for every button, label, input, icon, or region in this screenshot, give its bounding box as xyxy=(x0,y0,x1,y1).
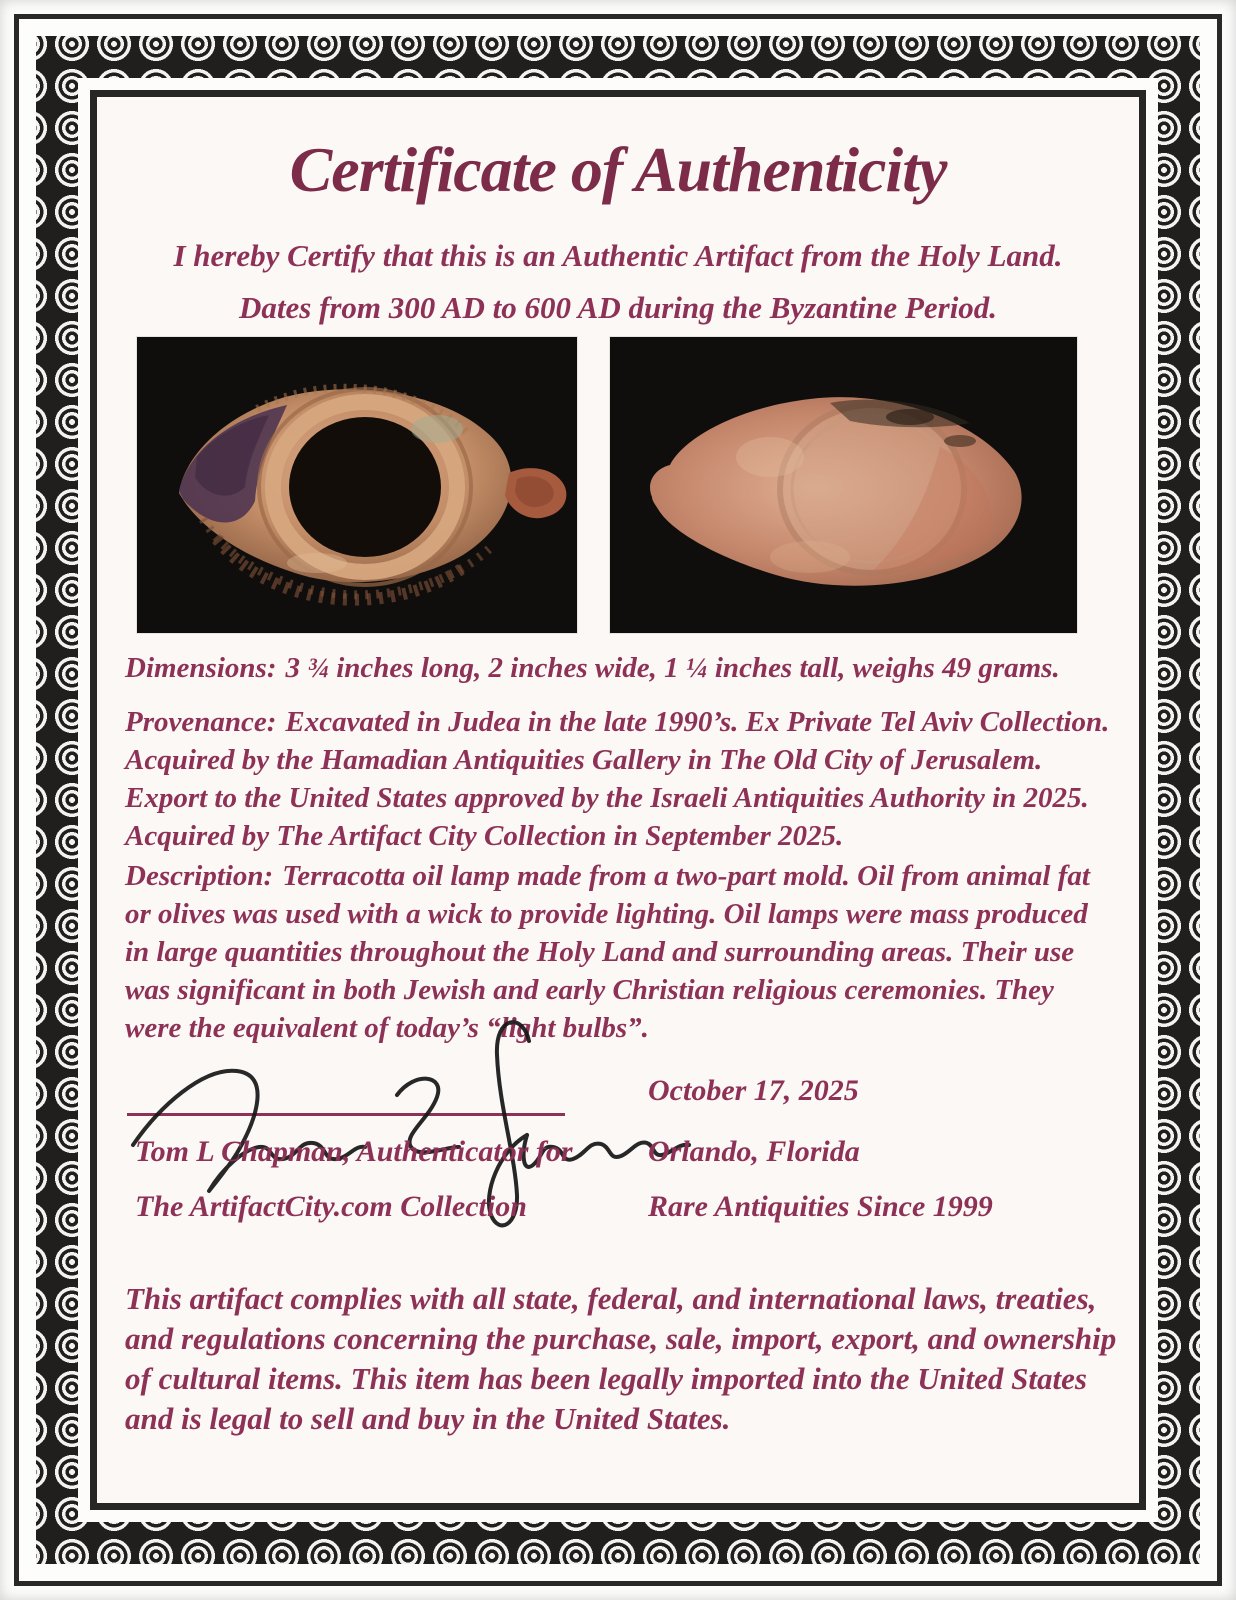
authenticity-statement: I hereby Certify that this is an Authentic Artifact from the Holy Land. xyxy=(173,238,1063,273)
legal-compliance-paragraph: This artifact complies with all state, federal, and international laws, treaties, and regulations concerning the purchase, sale, import, export, and ownership of cultural items. This item has been legally imported into the United States and is legal to sell and buy in the United States. xyxy=(125,1281,1117,1436)
provenance-text: Excavated in Judea in the late 1990’s. Ex Private Tel Aviv Collection. Acquired by the Hamadian Antiquities Gallery in The Old City of Jerusalem. Export to the United States approved by the Israeli Antiquities Authority in 2025. Acquired by The Artifact City Collection in September 2025. xyxy=(125,706,1110,852)
artifact-photos xyxy=(137,337,1077,633)
company-tagline: Rare Antiquities Since 1999 xyxy=(648,1190,993,1223)
oil-lamp-top-view-photo xyxy=(137,337,577,633)
dimensions-paragraph xyxy=(125,649,1125,687)
oil-lamp-bottom-view-photo xyxy=(610,337,1077,633)
provenance-label: Provenance: xyxy=(125,706,277,738)
dating-statement: Dates from 300 AD to 600 AD during the Byzantine Period. xyxy=(238,290,998,325)
description-label: Description: xyxy=(125,860,274,892)
dimensions-text: 3 ¾ inches long, 2 inches wide, 1 ¼ inches tall, weighs 49 grams. xyxy=(285,652,1060,684)
certificate-title: Certificate of Authenticity xyxy=(289,134,947,205)
certificate-date: October 17, 2025 xyxy=(648,1074,859,1107)
authenticator-name: Tom L Chapman, Authenticator for xyxy=(135,1135,573,1168)
oil-lamp-top-view-image xyxy=(137,337,577,633)
dimensions-label: Dimensions: xyxy=(125,652,277,684)
description-text: Terracotta oil lamp made from a two-part mold. Oil from animal fat or olives was used with a wick to provide lighting. Oil lamps were mass produced in large quantities throughout the Holy Land and surrounding areas. Their use was significant in both Jewish and early Christian religious ceremonies. They were the equivalent of today’s “light bulbs”. xyxy=(125,860,1090,1044)
certificate-content xyxy=(97,97,1139,1503)
provenance-paragraph xyxy=(125,703,1115,855)
collection-name: The ArtifactCity.com Collection xyxy=(135,1190,527,1223)
oil-lamp-bottom-view-image xyxy=(610,337,1077,633)
certificate-location: Orlando, Florida xyxy=(648,1135,860,1168)
